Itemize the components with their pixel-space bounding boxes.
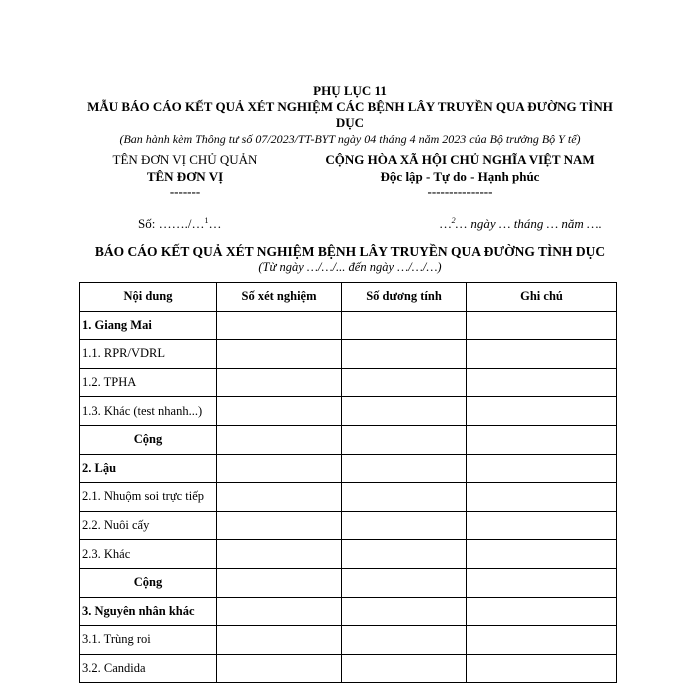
table-row <box>80 483 617 512</box>
table-row <box>80 454 617 483</box>
unit-name: TÊN ĐƠN VỊ <box>146 169 224 184</box>
cell <box>217 340 342 369</box>
parent-unit-name: TÊN ĐƠN VỊ CHỦ QUẢN <box>112 152 258 167</box>
table-row <box>80 597 617 626</box>
cell <box>467 597 617 626</box>
cell <box>467 340 617 369</box>
issued-note: (Ban hành kèm Thông tư số 07/2023/TT-BYT ngày 04 tháng 4 năm 2023 của Bộ trưởng Bộ Y tế) <box>119 132 581 146</box>
cell <box>217 311 342 340</box>
cell <box>217 397 342 426</box>
table-row <box>80 511 617 540</box>
cell <box>467 483 617 512</box>
national-motto: Độc lập - Tự do - Hạnh phúc <box>380 169 540 184</box>
cell <box>342 568 467 597</box>
cell <box>217 483 342 512</box>
row-label: 1.1. RPR/VDRL <box>80 340 217 369</box>
form-title-line1: MẪU BÁO CÁO KẾT QUẢ XÉT NGHIỆM CÁC BỆNH LÂY TRUYỀN QUA ĐƯỜNG TÌNH <box>87 99 613 114</box>
cell <box>342 311 467 340</box>
cell <box>342 597 467 626</box>
column-header: Số dương tính <box>342 283 467 312</box>
row-label: 3.2. Candida <box>80 654 217 683</box>
row-label: 3.1. Trùng roi <box>80 626 217 655</box>
column-header: Ghi chú <box>467 283 617 312</box>
report-period: (Từ ngày …/…/... đến ngày …/…/…) <box>258 260 442 274</box>
cell <box>467 540 617 569</box>
cell <box>342 368 467 397</box>
cell <box>467 654 617 683</box>
table-row <box>80 311 617 340</box>
cell <box>217 597 342 626</box>
row-label: 2.2. Nuôi cấy <box>80 511 217 540</box>
report-title: BÁO CÁO KẾT QUẢ XÉT NGHIỆM BỆNH LÂY TRUYỀN QUA ĐƯỜNG TÌNH DỤC <box>94 244 606 259</box>
row-label: Cộng <box>80 568 217 597</box>
row-label: 1.3. Khác (test nhanh...) <box>80 397 217 426</box>
cell <box>342 454 467 483</box>
row-label: Cộng <box>80 425 217 454</box>
cell <box>217 454 342 483</box>
cell <box>467 511 617 540</box>
cell <box>342 511 467 540</box>
cell <box>467 454 617 483</box>
cell <box>467 368 617 397</box>
table-row <box>80 368 617 397</box>
row-label: 2.1. Nhuộm soi trực tiếp <box>80 483 217 512</box>
cell <box>217 368 342 397</box>
document-number: Số: ……./…$^1$… <box>138 216 222 231</box>
cell <box>342 340 467 369</box>
table-row <box>80 340 617 369</box>
table-row <box>80 654 617 683</box>
table-row <box>80 540 617 569</box>
cell <box>467 626 617 655</box>
row-label: 3. Nguyên nhân khác <box>80 597 217 626</box>
cell <box>467 311 617 340</box>
table-row <box>80 397 617 426</box>
cell <box>342 654 467 683</box>
results-table <box>79 282 617 683</box>
cell <box>342 397 467 426</box>
table-row <box>80 425 617 454</box>
national-title: CỘNG HÒA XÃ HỘI CHỦ NGHĨA VIỆT NAM <box>325 152 595 167</box>
cell <box>467 425 617 454</box>
row-label: 2. Lậu <box>80 454 217 483</box>
cell <box>217 568 342 597</box>
cell <box>217 626 342 655</box>
row-label: 1. Giang Mai <box>80 311 217 340</box>
cell <box>342 626 467 655</box>
column-header: Nội dung <box>80 283 217 312</box>
cell <box>217 511 342 540</box>
table-row <box>80 568 617 597</box>
cell <box>217 540 342 569</box>
left-divider: ------- <box>169 184 201 199</box>
table-row <box>80 626 617 655</box>
row-label: 2.3. Khác <box>80 540 217 569</box>
cell <box>342 540 467 569</box>
cell <box>467 397 617 426</box>
table-header-row <box>80 283 617 312</box>
cell <box>467 568 617 597</box>
cell <box>342 425 467 454</box>
cell <box>217 425 342 454</box>
cell <box>217 654 342 683</box>
right-divider: --------------- <box>427 184 493 199</box>
column-header: Số xét nghiệm <box>217 283 342 312</box>
row-label: 1.2. TPHA <box>80 368 217 397</box>
document-date: …$^2$… ngày … tháng … năm …. <box>440 216 602 231</box>
form-title-line2: DỤC <box>335 115 365 130</box>
cell <box>342 483 467 512</box>
appendix-title: PHỤ LỤC 11 <box>313 83 387 98</box>
